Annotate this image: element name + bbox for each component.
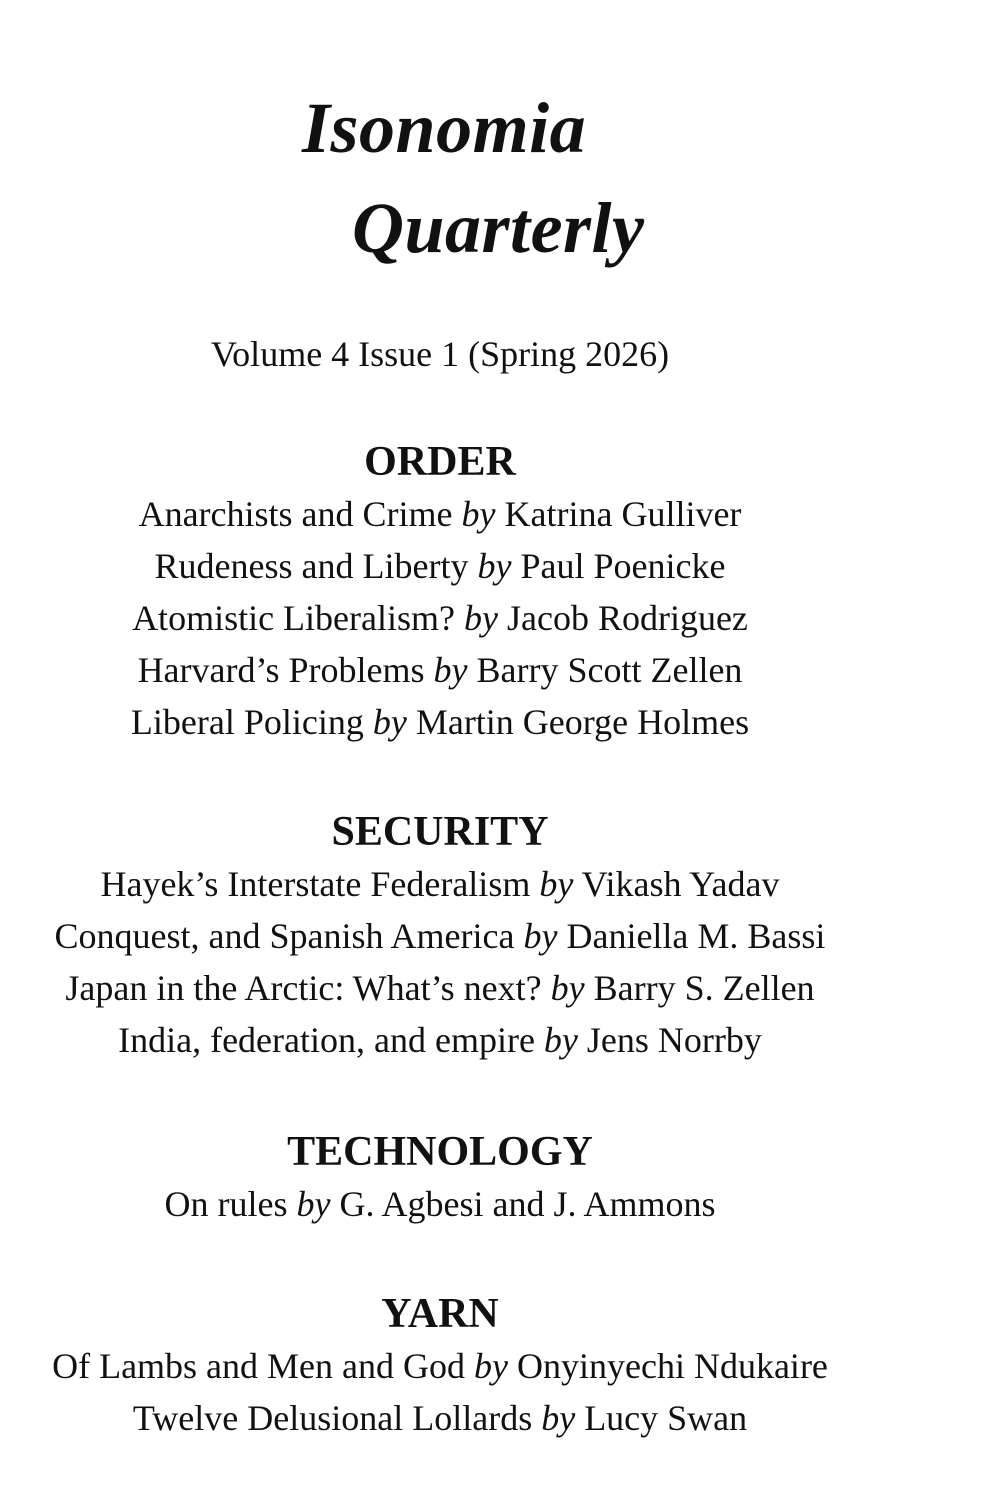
article-author: Katrina Gulliver	[504, 494, 742, 534]
journal-title-line-1: Isonomia	[302, 88, 587, 168]
article-author: Jacob Rodriguez	[506, 598, 748, 638]
issue-info: Volume 4 Issue 1 (Spring 2026)	[210, 334, 670, 374]
by-word: by	[523, 916, 558, 956]
toc-entry[interactable]	[0, 1014, 880, 1066]
by-word: by	[543, 1020, 578, 1060]
article-title: Anarchists and Crime	[138, 494, 453, 534]
section-security	[0, 808, 880, 1066]
section-heading: ORDER	[364, 439, 516, 485]
article-title: India, federation, and empire	[118, 1020, 535, 1060]
by-word: by	[477, 546, 512, 586]
toc-entry[interactable]	[0, 1340, 880, 1392]
toc-entry[interactable]	[0, 1392, 880, 1444]
by-word: by	[539, 864, 574, 904]
toc-entry[interactable]	[0, 592, 880, 644]
by-word: by	[464, 598, 498, 638]
by-word: by	[461, 494, 496, 534]
article-title: Japan in the Arctic: What’s next?	[65, 968, 542, 1008]
article-author: Lucy Swan	[584, 1398, 748, 1438]
by-word: by	[474, 1346, 508, 1386]
toc-entry[interactable]	[0, 540, 880, 592]
toc-entry[interactable]	[0, 644, 880, 696]
toc-entry[interactable]	[0, 858, 880, 910]
article-author: Barry Scott Zellen	[476, 650, 743, 690]
article-author: G. Agbesi and J. Ammons	[339, 1184, 716, 1224]
article-title: On rules	[164, 1184, 288, 1224]
article-author: Martin George Holmes	[415, 702, 750, 742]
by-word: by	[541, 1398, 576, 1438]
toc-entry[interactable]	[0, 696, 880, 748]
article-author: Jens Norrby	[586, 1020, 762, 1060]
article-title: Twelve Delusional Lollards	[132, 1398, 533, 1438]
article-title: Liberal Policing	[130, 702, 364, 742]
toc-entry[interactable]	[0, 962, 880, 1014]
by-word: by	[296, 1184, 331, 1224]
article-title: Hayek’s Interstate Federalism	[100, 864, 531, 904]
toc-entry[interactable]	[0, 910, 880, 962]
by-word: by	[372, 702, 407, 742]
toc-entry[interactable]	[0, 488, 880, 540]
article-author: Daniella M. Bassi	[566, 916, 826, 956]
section-heading: TECHNOLOGY	[287, 1129, 593, 1175]
article-author: Onyinyechi Ndukaire	[517, 1346, 828, 1386]
article-author: Barry S. Zellen	[593, 968, 815, 1008]
section-technology	[0, 1128, 880, 1230]
article-title: Atomistic Liberalism?	[132, 598, 455, 638]
article-title: Harvard’s Problems	[137, 650, 425, 690]
section-yarn	[0, 1290, 880, 1444]
journal-title-line-2: Quarterly	[352, 188, 645, 268]
by-word: by	[550, 968, 585, 1008]
article-title: Conquest, and Spanish America	[54, 916, 515, 956]
article-title: Rudeness and Liberty	[154, 546, 469, 586]
article-author: Paul Poenicke	[520, 546, 726, 586]
section-heading: YARN	[381, 1291, 499, 1337]
article-title: Of Lambs and Men and God	[52, 1346, 466, 1386]
toc-entry[interactable]	[0, 1178, 880, 1230]
article-author: Vikash Yadav	[581, 864, 780, 904]
by-word: by	[433, 650, 468, 690]
section-heading: SECURITY	[331, 809, 549, 855]
section-order	[0, 438, 880, 748]
